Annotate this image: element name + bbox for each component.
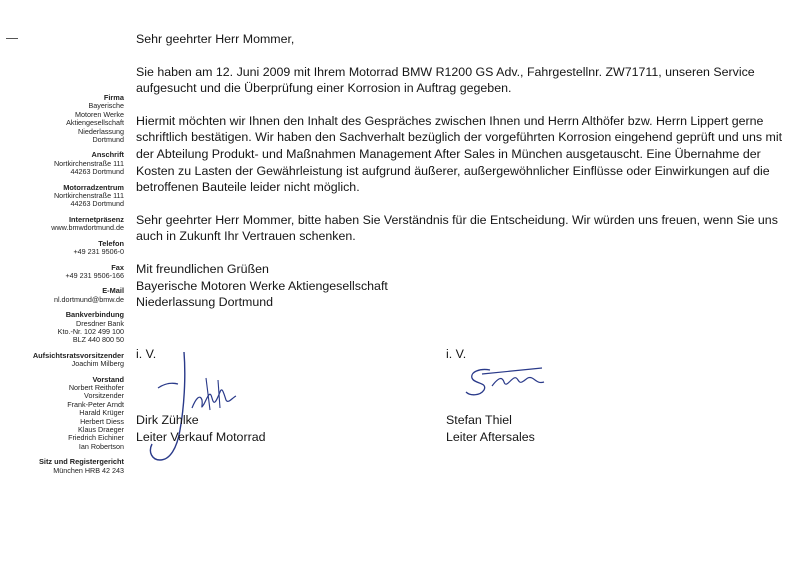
signatory-1	[136, 412, 265, 445]
sidebar-label: Internetpräsenz	[68, 214, 124, 224]
sidebar-line: München HRB 42 243	[53, 465, 124, 475]
sidebar-label: E-Mail	[102, 286, 124, 296]
sidebar-line: BLZ 440 800 50	[72, 335, 124, 345]
sidebar-line: Nortkirchenstraße 111	[53, 191, 124, 201]
sidebar-section-phone	[0, 240, 124, 257]
sidebar-section-email	[0, 287, 124, 304]
sidebar-line: Harald Krüger	[79, 408, 124, 418]
sidebar-line: +49 231 9506-166	[65, 270, 124, 280]
closing	[136, 261, 786, 311]
signatory-title: Leiter Aftersales	[446, 429, 535, 444]
sidebar-line: Nortkirchenstraße 111	[53, 158, 124, 168]
signature-prefix: i. V.	[136, 347, 157, 361]
closing-line: Bayerische Motoren Werke Aktiengesellschaft	[136, 278, 388, 293]
paragraph-2: Hiermit möchten wir Ihnen den Inhalt des Gespräches zwischen Ihnen und Herrn Althöfer bzw. Herrn Lippert gerne schriftlich bestätigen. Wir haben den Sachverhalt bezüglich der vorgeführten Korrosion eingehend geprüft und uns mit der Abteilung Produkt- und Maßnahmen Management After Sales in München ausgetauscht. Eine Übernahme der Kosten zu Lasten der Gewährleistung ist aufgrund äußerer, außergewöhnlicher Einflüsse oder Einwirkungen auf die betroffenen Bauteile leider nicht möglich.	[136, 113, 783, 195]
sidebar-label: Fax	[111, 262, 124, 272]
sidebar-line: Niederlassung	[78, 126, 124, 136]
sidebar-line: Vorsitzender	[84, 391, 124, 401]
sidebar-line: www.bmwdortmund.de	[51, 223, 124, 233]
salutation: Sehr geehrter Herr Mommer,	[136, 32, 295, 46]
sidebar-line: Klaus Draeger	[78, 425, 124, 434]
sidebar-line: Norbert Reithofer	[68, 382, 124, 392]
sidebar-line: Friedrich Eichiner	[68, 433, 124, 443]
sidebar-section-supervisory-board	[0, 352, 124, 369]
handwritten-signature	[462, 362, 548, 402]
closing-line: Mit freundlichen Grüßen	[136, 261, 269, 276]
sidebar-line: Herbert Diess	[80, 416, 124, 426]
sidebar-line: Joachim Milberg	[71, 359, 124, 369]
sidebar-line: 44263 Dortmund	[70, 167, 124, 177]
closing-line: Niederlassung Dortmund	[136, 295, 274, 310]
sidebar-line: Bayerische	[88, 101, 124, 111]
sidebar-label: Bankverbindung	[65, 310, 124, 320]
sidebar-label: Motorradzentrum	[63, 182, 124, 192]
sidebar-section-motorcycle-center	[0, 184, 124, 209]
signatory-name: Dirk Zühlke	[136, 413, 199, 427]
sidebar-label: Firma	[103, 93, 124, 102]
sidebar-line: Ian Robertson	[78, 441, 124, 451]
sidebar-line: Dresdner Bank	[76, 318, 124, 328]
sidebar-label: Vorstand	[92, 374, 124, 384]
sidebar-label: Telefon	[98, 238, 124, 248]
sidebar-section-address	[0, 151, 124, 176]
sidebar-section-company	[0, 94, 124, 144]
sidebar-line: Motoren Werke	[75, 109, 124, 119]
sidebar-line: 44263 Dortmund	[70, 199, 124, 209]
signature-prefix: i. V.	[446, 347, 467, 361]
signatory-2	[446, 412, 535, 445]
sidebar-section-bank	[0, 311, 124, 345]
sidebar-label: Aufsichtsratsvorsitzender	[32, 350, 124, 360]
sidebar-section-registry	[0, 458, 124, 475]
sidebar-section-board	[0, 376, 124, 452]
company-info-sidebar	[0, 94, 124, 482]
sidebar-line: Frank-Peter Arndt	[67, 399, 124, 409]
sidebar-section-fax	[0, 264, 124, 281]
sidebar-label: Anschrift	[91, 150, 124, 160]
sidebar-line: nl.dortmund@bmw.de	[53, 294, 124, 304]
paragraph-3: Sehr geehrter Herr Mommer, bitte haben Sie Verständnis für die Entscheidung. Wir würden uns freuen, wenn Sie uns auch in Zukunft Ihr Vertrauen schenken.	[136, 212, 778, 244]
corner-mark	[6, 38, 18, 39]
paragraph-1: Sie haben am 12. Juni 2009 mit Ihrem Motorrad BMW R1200 GS Adv., Fahrgestellnr. ZW71711, unseren Service aufgesucht und die Überprüfung einer Korrosion in Auftrag gegeben.	[136, 64, 755, 96]
sidebar-line: Aktiengesellschaft	[66, 118, 124, 128]
sidebar-section-website	[0, 216, 124, 233]
sidebar-line: Kto.-Nr. 102 499 100	[57, 326, 124, 336]
signatory-name: Stefan Thiel	[446, 413, 512, 427]
sidebar-line: Dortmund	[92, 135, 124, 145]
signatory-title: Leiter Verkauf Motorrad	[136, 429, 266, 444]
sidebar-label: Sitz und Registergericht	[38, 457, 124, 467]
letter-body	[136, 31, 786, 311]
handwritten-signature	[140, 348, 250, 466]
sidebar-line: +49 231 9506-0	[73, 247, 124, 257]
